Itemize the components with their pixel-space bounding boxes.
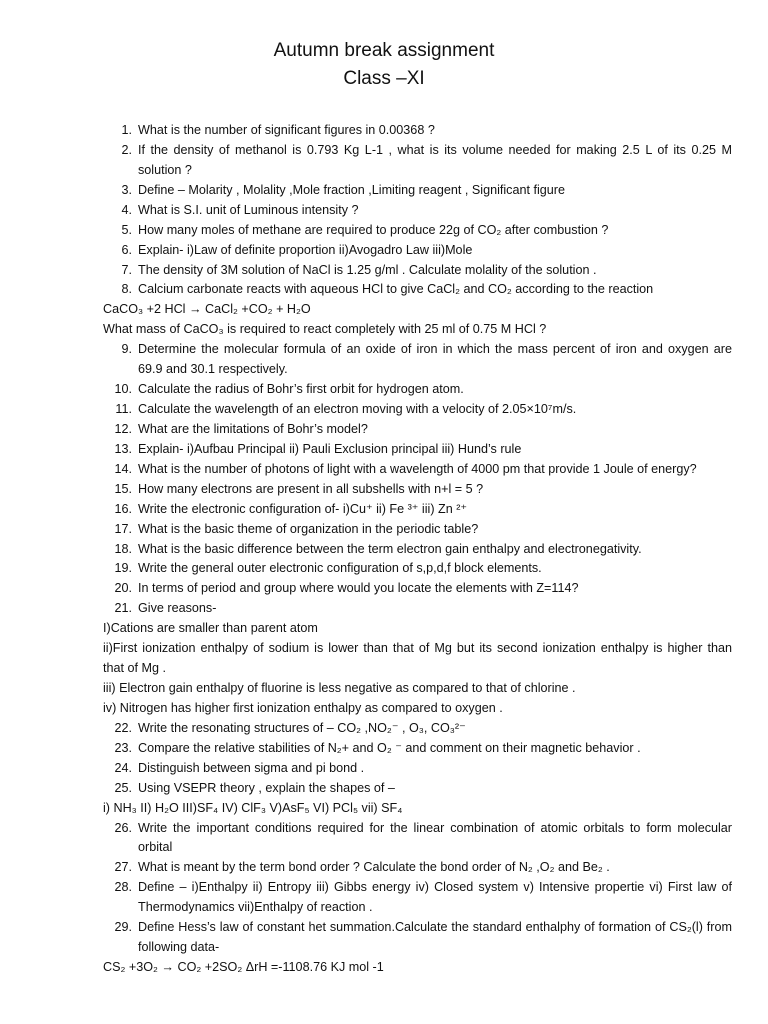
- question-text: Calculate the wavelength of an electron moving with a velocity of 2.05×10⁷m/s.: [138, 402, 577, 417]
- question-text: Thermodynamics vii)Enthalpy of reaction .: [138, 900, 373, 915]
- question-text: How many electrons are present in all subshells with n+l = 5 ?: [138, 481, 484, 496]
- question-number: 17.: [114, 521, 132, 536]
- text-line: What mass of CaCO₃ is required to react completely with 25 ml of 0.75 M HCl ?: [103, 322, 547, 337]
- question-number: 21.: [114, 601, 132, 616]
- question-number: 11.: [115, 402, 132, 417]
- text-line: i) NH₃ II) H₂O III)SF₄ IV) ClF₃ V)AsF₅ VI) PCl₅ vii) SF₄: [103, 800, 403, 815]
- question-text: Determine the molecular formula of an oxide of iron in which the mass percent of iron and oxygen are: [138, 342, 732, 357]
- question-text: If the density of methanol is 0.793 Kg L-1 , what is its volume needed for making 2.5 L of its 0.25 M: [138, 142, 732, 157]
- question-number: 6.: [121, 242, 132, 257]
- question-text: Distinguish between sigma and pi bond .: [138, 760, 365, 775]
- text-line: that of Mg .: [103, 661, 166, 676]
- question-text: What are the limitations of Bohr’s model?: [138, 421, 368, 436]
- question-text: What is the number of significant figures in 0.00368 ?: [138, 123, 435, 137]
- text-line: ii)First ionization enthalpy of sodium is lower than that of Mg but its second ionization enthalpy is higher than: [103, 641, 732, 656]
- question-text: Define Hess’s law of constant het summation.Calculate the standard enthalphy of formation of CS₂(l) from: [138, 920, 732, 935]
- question-number: 9.: [121, 342, 132, 357]
- question-text: Write the important conditions required for the linear combination of atomic orbitals to form molecular: [138, 820, 732, 835]
- document-subtitle: Class –XI: [343, 68, 425, 89]
- question-text: Define – Molarity , Molality ,Mole fraction ,Limiting reagent , Significant figure: [138, 182, 565, 197]
- text-line: I)Cations are smaller than parent atom: [103, 621, 318, 636]
- question-number: 2.: [121, 142, 132, 157]
- question-text: How many moles of methane are required to produce 22g of CO₂ after combustion ?: [138, 222, 609, 237]
- question-number: 25.: [114, 780, 132, 795]
- question-number: 12.: [114, 421, 132, 436]
- question-number: 16.: [114, 501, 132, 516]
- question-text: Explain- i)Aufbau Principal ii) Pauli Exclusion principal iii) Hund’s rule: [138, 441, 522, 456]
- question-text: Write the electronic configuration of- i)Cu⁺ ii) Fe ³⁺ iii) Zn ²⁺: [138, 501, 468, 516]
- question-text: What is meant by the term bond order ? Calculate the bond order of N₂ ,O₂ and Be₂ .: [138, 860, 610, 875]
- text-line: iv) Nitrogen has higher first ionization enthalpy as compared to oxygen .: [103, 700, 503, 715]
- question-text: Give reasons-: [138, 601, 217, 616]
- text-line: CaCO₃ +2 HCl → CaCl₂ +CO₂ + H₂O: [103, 302, 311, 317]
- question-text: The density of 3M solution of NaCl is 1.25 g/ml . Calculate molality of the solution .: [138, 262, 597, 277]
- question-text: Calcium carbonate reacts with aqueous HCl to give CaCl₂ and CO₂ according to the reaction: [138, 282, 654, 297]
- question-number: 19.: [114, 561, 132, 576]
- question-number: 28.: [114, 880, 132, 895]
- question-number: 29.: [114, 920, 132, 935]
- question-text: 69.9 and 30.1 respectively.: [138, 362, 288, 377]
- question-number: 4.: [121, 202, 132, 217]
- question-text: Explain- i)Law of definite proportion ii)Avogadro Law iii)Mole: [138, 242, 473, 257]
- question-text: Write the general outer electronic configuration of s,p,d,f block elements.: [138, 561, 542, 576]
- question-number: 24.: [114, 760, 132, 775]
- question-number: 22.: [114, 720, 132, 735]
- question-text: orbital: [138, 840, 173, 855]
- question-text: Write the resonating structures of – CO₂ ,NO₂⁻ , O₃, CO₃²⁻: [138, 720, 466, 735]
- question-number: 8.: [121, 282, 132, 297]
- question-text: Define – i)Enthalpy ii) Entropy iii) Gibbs energy iv) Closed system v) Intensive propertie vi) First law of: [138, 880, 732, 895]
- question-text: What is the basic difference between the term electron gain enthalpy and electronegativity.: [138, 541, 642, 556]
- question-text: solution ?: [138, 162, 192, 177]
- question-number: 13.: [114, 441, 132, 456]
- question-text: What is the number of photons of light with a wavelength of 4000 pm that provide 1 Joule of energy?: [138, 461, 697, 476]
- question-number: 27.: [114, 860, 132, 875]
- question-number: 3.: [121, 182, 132, 197]
- question-number: 26.: [114, 820, 132, 835]
- question-number: 18.: [114, 541, 132, 556]
- document-title: Autumn break assignment: [273, 40, 495, 61]
- question-text: In terms of period and group where would you locate the elements with Z=114?: [138, 581, 579, 596]
- question-text: What is S.I. unit of Luminous intensity ?: [138, 202, 359, 217]
- question-text: following data-: [138, 940, 220, 955]
- question-number: 7.: [121, 262, 132, 277]
- question-text: Compare the relative stabilities of N₂+ and O₂ ⁻ and comment on their magnetic behavior .: [138, 740, 641, 755]
- text-line: iii) Electron gain enthalpy of fluorine is less negative as compared to that of chlorine .: [103, 681, 576, 696]
- question-number: 20.: [114, 581, 132, 596]
- question-number: 15.: [114, 481, 132, 496]
- question-number: 23.: [114, 740, 132, 755]
- question-number: 10.: [114, 382, 132, 397]
- question-text: Using VSEPR theory , explain the shapes of –: [138, 780, 395, 795]
- question-number: 1.: [121, 123, 132, 137]
- question-number: 14.: [114, 461, 132, 476]
- question-number: 5.: [121, 222, 132, 237]
- question-text: What is the basic theme of organization in the periodic table?: [138, 521, 479, 536]
- text-line: CS₂ +3O₂ → CO₂ +2SO₂ ΔrH =-1108.76 KJ mol -1: [103, 960, 384, 975]
- question-text: Calculate the radius of Bohr’s first orbit for hydrogen atom.: [138, 382, 464, 397]
